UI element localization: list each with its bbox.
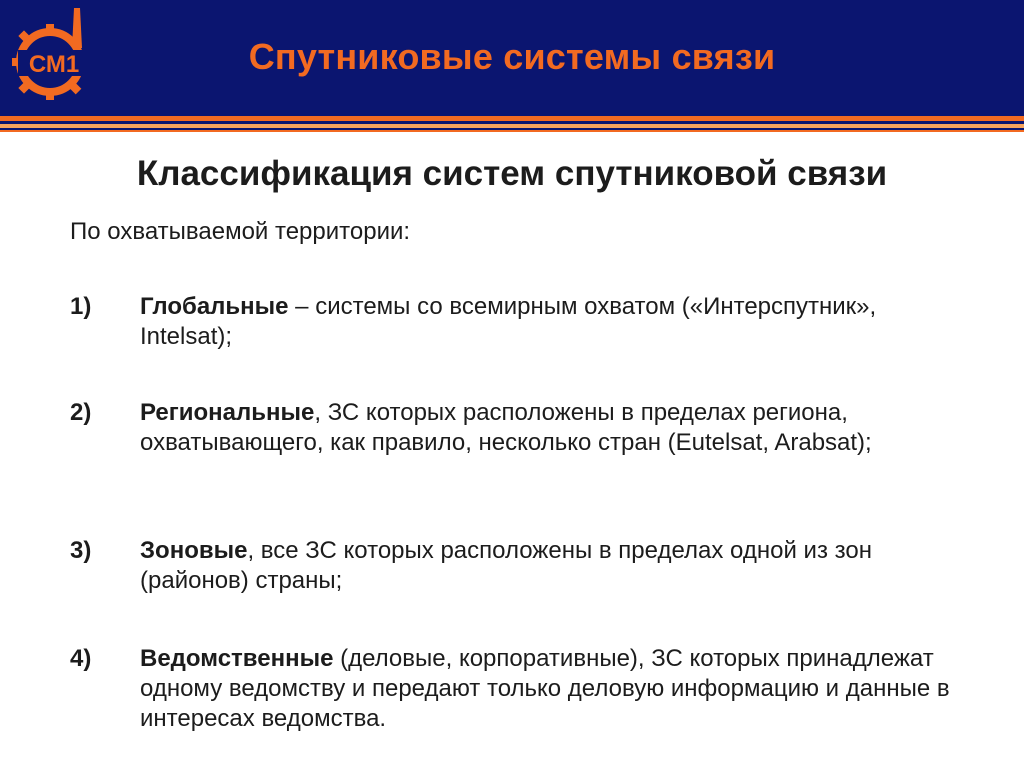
svg-text:СМ1: СМ1 xyxy=(28,51,80,78)
item-term: Региональные xyxy=(140,399,315,426)
section-heading: Классификация систем спутниковой связи xyxy=(136,154,888,193)
item-term: Глобальные xyxy=(140,293,289,320)
item-number: 2) xyxy=(70,399,92,426)
item-description: , все ЗС которых расположены в пределах одной из зон (районов) страны; xyxy=(140,537,872,594)
item-description: , ЗС которых расположены в пределах региона, охватывающего, как правило, несколько стран (Eutelsat, Arabsat); xyxy=(140,399,872,456)
header-band xyxy=(0,0,1024,116)
item-number: 4) xyxy=(70,645,92,672)
intro-text: По охватываемой территории: xyxy=(70,218,411,245)
header-stripe xyxy=(0,130,1024,132)
item-text xyxy=(140,398,970,458)
item-number: 1) xyxy=(70,293,92,320)
item-description: – системы со всемирным охватом («Интерспутник», Intelsat); xyxy=(140,293,877,350)
item-text xyxy=(140,292,970,352)
item-text xyxy=(140,536,970,596)
page-title: Спутниковые системы связи xyxy=(248,36,776,77)
item-text xyxy=(140,644,970,734)
item-description: (деловые, корпоративные), ЗС которых принадлежат одному ведомству и передают только деловую информацию и данные в интересах ведомства. xyxy=(140,645,950,732)
item-term: Ведомственные xyxy=(140,645,334,672)
item-number: 3) xyxy=(70,537,92,564)
item-term: Зоновые xyxy=(140,537,248,564)
